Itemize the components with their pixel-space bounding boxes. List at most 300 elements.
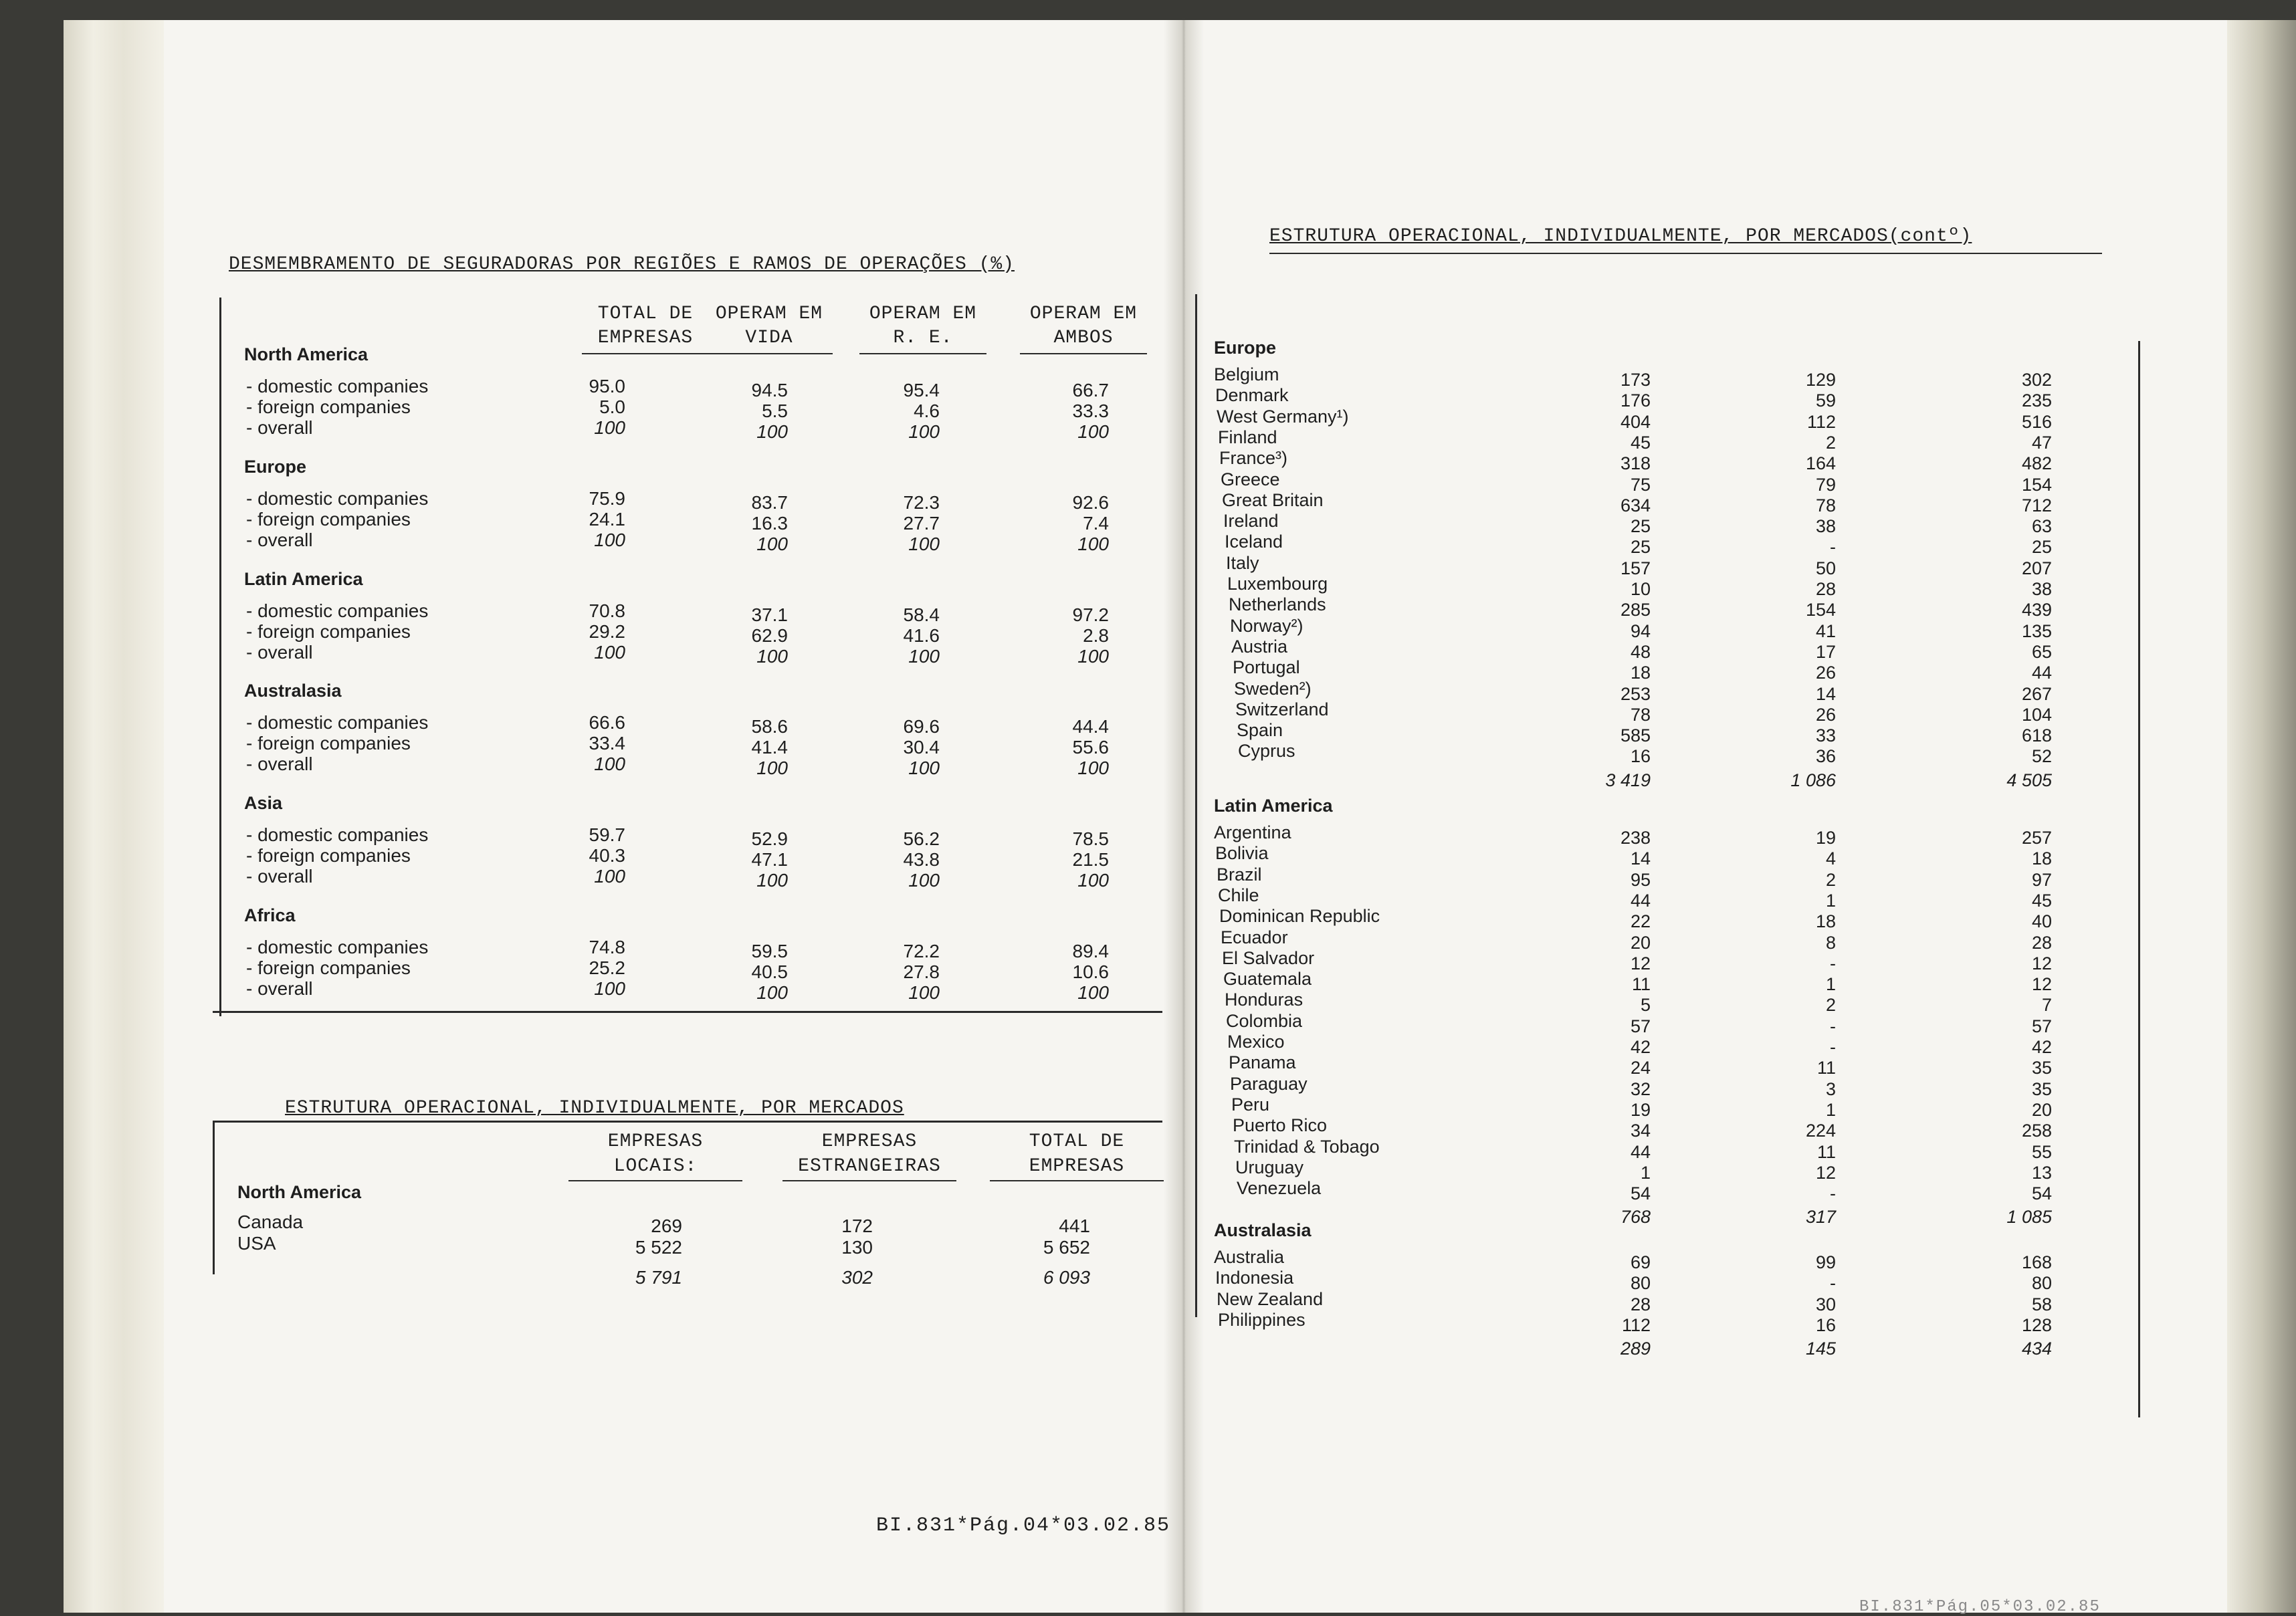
market-cell: 257: [2021, 828, 2052, 848]
market-cell: 112: [1621, 1315, 1651, 1335]
table1-cell: 100: [1077, 421, 1109, 442]
market-cell: 41: [1815, 621, 1836, 641]
section-total: 768: [1620, 1207, 1651, 1227]
market-cell: 95: [1630, 870, 1651, 890]
market-cell: 97: [2031, 870, 2052, 890]
table1-cell: 95.0: [589, 376, 625, 396]
market-cell: 4: [1825, 848, 1836, 869]
market-cell: 59: [1815, 390, 1836, 411]
row-label: USA: [237, 1233, 276, 1254]
section-total: 3 419: [1605, 770, 1651, 790]
market-cell: 78: [1630, 705, 1651, 725]
market-cell: 25: [1630, 516, 1651, 536]
market-cell: 18: [1815, 911, 1836, 931]
table1-cell: 94.5: [751, 380, 788, 400]
market-cell: 1: [1640, 1163, 1651, 1183]
section-total: 145: [1805, 1339, 1836, 1359]
table1-cell: 43.8: [903, 849, 940, 870]
row-label: - foreign companies: [246, 957, 411, 978]
right-page-footer: BI.831*Pág.05*03.02.85: [1859, 1598, 2101, 1616]
market-cell: 285: [1620, 600, 1651, 620]
table1-cell: 52.9: [751, 828, 788, 849]
table1-cell: 44.4: [1072, 716, 1109, 737]
section-total: 434: [2021, 1339, 2052, 1359]
table1-cell: 37.1: [751, 604, 788, 625]
market-cell: 258: [2021, 1121, 2052, 1141]
market-label: Indonesia: [1215, 1268, 1294, 1288]
market-label: Australia: [1214, 1247, 1285, 1267]
table1-cell: 5.5: [762, 400, 788, 421]
market-cell: 12: [1630, 953, 1651, 973]
table1-cell: 100: [1077, 982, 1109, 1003]
market-cell: 44: [2031, 663, 2052, 683]
market-cell: 1: [1825, 891, 1836, 911]
market-cell: 28: [1630, 1294, 1651, 1314]
table2-cell: 5 652: [1043, 1237, 1090, 1258]
page-edges-left: [64, 20, 164, 1613]
market-cell: 75: [1630, 475, 1651, 495]
table2-total: 302: [841, 1267, 873, 1288]
section-total: 1 085: [2006, 1207, 2052, 1227]
right-table-right-border: [2138, 341, 2140, 1417]
row-label: - overall: [246, 530, 313, 550]
market-cell: 79: [1815, 475, 1836, 495]
region-heading: Australasia: [1214, 1220, 1312, 1240]
row-label: - foreign companies: [246, 733, 411, 754]
market-cell: 634: [1620, 495, 1651, 515]
table2-header-rule: [990, 1180, 1164, 1181]
market-label: Venezuela: [1237, 1178, 1322, 1198]
table1-cell: 89.4: [1072, 941, 1109, 961]
market-cell: 33: [1815, 725, 1836, 745]
table2-header-line1: EMPRESAS: [821, 1131, 918, 1152]
region-heading: Australasia: [244, 681, 342, 701]
row-label: - overall: [246, 754, 313, 774]
market-cell: 40: [2031, 911, 2052, 931]
table1-cell: 10.6: [1072, 961, 1109, 982]
table2-header-line2: EMPRESAS: [1029, 1156, 1125, 1177]
market-cell: 26: [1815, 663, 1836, 683]
market-cell: 19: [1815, 828, 1836, 848]
table1-cell: 40.5: [751, 961, 788, 982]
table2-header-line1: EMPRESAS: [607, 1131, 704, 1152]
region-heading: Latin America: [1214, 796, 1333, 816]
table1-header-line2: VIDA: [745, 328, 793, 348]
market-cell: 1: [1825, 1100, 1836, 1120]
table1-cell: 100: [594, 754, 625, 774]
market-cell: 80: [2031, 1273, 2052, 1293]
table1-header-line2: R. E.: [893, 328, 953, 348]
row-label: Canada: [237, 1211, 304, 1232]
market-cell: 80: [1630, 1273, 1651, 1293]
table1-cell: 100: [1077, 758, 1109, 778]
table1-cell: 41.4: [751, 737, 788, 758]
market-cell: -: [1830, 1037, 1836, 1057]
market-cell: 55: [2031, 1142, 2052, 1162]
market-cell: 54: [2031, 1183, 2052, 1203]
table2-header-rule: [568, 1180, 742, 1181]
market-label: Dominican Republic: [1219, 906, 1380, 926]
market-cell: -: [1830, 1016, 1836, 1036]
market-cell: 36: [1815, 746, 1836, 766]
table1-cell: 4.6: [914, 400, 940, 421]
market-label: Bolivia: [1215, 843, 1269, 863]
table1-cell: 2.8: [1083, 625, 1109, 646]
market-cell: 19: [1630, 1100, 1651, 1120]
market-label: Paraguay: [1230, 1074, 1308, 1094]
market-cell: 2: [1825, 870, 1836, 890]
table1-cell: 58.4: [903, 604, 940, 625]
table2-header-line2: ESTRANGEIRAS: [798, 1156, 941, 1177]
market-cell: 58: [2031, 1294, 2052, 1314]
market-label: Mexico: [1227, 1032, 1285, 1052]
market-label: Uruguay: [1235, 1157, 1304, 1177]
market-label: Cyprus: [1238, 741, 1295, 761]
table1-title: DESMEMBRAMENTO DE SEGURADORAS POR REGIÕES E RAMOS DE OPERAÇÕES (%): [229, 254, 1015, 275]
market-cell: 99: [1815, 1252, 1836, 1272]
row-label: - domestic companies: [246, 712, 429, 733]
market-cell: 135: [2021, 621, 2052, 641]
market-cell: 44: [1630, 1142, 1651, 1162]
market-cell: 585: [1620, 725, 1651, 745]
table1-header-rule: [582, 353, 709, 354]
table1-cell: 21.5: [1072, 849, 1109, 870]
region-heading: North America: [237, 1182, 362, 1202]
market-cell: 16: [1815, 1315, 1836, 1335]
market-cell: 63: [2031, 516, 2052, 536]
table1-cell: 100: [1077, 646, 1109, 667]
table1-cell: 100: [908, 646, 940, 667]
market-cell: 57: [2031, 1016, 2052, 1036]
table1-cell: 100: [594, 978, 625, 999]
market-cell: 404: [1620, 412, 1651, 432]
market-cell: 22: [1630, 911, 1651, 931]
market-cell: 207: [2021, 558, 2052, 578]
market-label: Austria: [1231, 637, 1288, 657]
market-cell: 168: [2021, 1252, 2052, 1272]
row-label: - domestic companies: [246, 488, 429, 509]
table1-cell: 100: [908, 534, 940, 554]
table1-cell: 72.2: [903, 941, 940, 961]
market-cell: -: [1830, 953, 1836, 973]
market-cell: 12: [1815, 1163, 1836, 1183]
market-label: Switzerland: [1235, 699, 1329, 719]
market-cell: 25: [1630, 537, 1651, 557]
market-cell: 57: [1630, 1016, 1651, 1036]
market-cell: 26: [1815, 705, 1836, 725]
market-label: Guatemala: [1223, 969, 1312, 989]
table1-cell: 100: [594, 530, 625, 550]
table1-bottom-border: [213, 1011, 1162, 1013]
table2-header-line1: TOTAL DE: [1029, 1131, 1125, 1152]
market-label: Honduras: [1225, 990, 1303, 1010]
table1-header-line2: EMPRESAS: [597, 328, 694, 348]
row-label: - domestic companies: [246, 600, 429, 621]
market-cell: 11: [1816, 1058, 1836, 1078]
market-cell: 516: [2021, 412, 2052, 432]
market-cell: 14: [1630, 848, 1651, 869]
market-cell: 35: [2031, 1058, 2052, 1078]
table1-cell: 97.2: [1072, 604, 1109, 625]
market-label: Belgium: [1214, 364, 1279, 384]
table1-header-line1: OPERAM EM: [869, 304, 977, 324]
market-cell: 253: [1620, 684, 1651, 704]
market-label: New Zealand: [1217, 1289, 1324, 1309]
row-label: - foreign companies: [246, 509, 411, 530]
table1-cell: 100: [1077, 870, 1109, 891]
row-label: - overall: [246, 978, 313, 999]
market-label: West Germany¹): [1217, 407, 1349, 427]
market-label: Peru: [1231, 1094, 1270, 1115]
row-label: - foreign companies: [246, 396, 411, 417]
table1-cell: 27.7: [903, 513, 940, 534]
table2-top-border: [213, 1121, 1162, 1123]
table1-cell: 74.8: [589, 937, 625, 957]
table1-cell: 100: [594, 417, 625, 438]
left-page-footer: BI.831*Pág.04*03.02.85: [876, 1514, 1171, 1537]
table1-cell: 100: [756, 534, 788, 554]
table1-cell: 83.7: [751, 492, 788, 513]
table1-cell: 33.4: [589, 733, 625, 754]
market-cell: 20: [1630, 933, 1651, 953]
table2-cell: 269: [651, 1216, 682, 1236]
table1-cell: 100: [756, 646, 788, 667]
page-edges-right: [2227, 20, 2296, 1613]
market-cell: 618: [2021, 725, 2052, 745]
right-title-rule: [1269, 253, 2102, 254]
table1-cell: 70.8: [589, 600, 625, 621]
market-cell: 18: [1630, 663, 1651, 683]
table1-cell: 100: [594, 642, 625, 663]
right-page: [1184, 20, 2240, 1613]
table1-header-line1: OPERAM EM: [715, 304, 823, 324]
market-label: Greece: [1221, 469, 1280, 489]
section-total: 317: [1805, 1207, 1836, 1227]
market-cell: 16: [1630, 746, 1651, 766]
market-label: Italy: [1226, 553, 1259, 573]
market-label: Panama: [1229, 1052, 1296, 1072]
market-cell: 48: [1630, 642, 1651, 662]
market-cell: 25: [2031, 537, 2052, 557]
market-cell: 302: [2021, 370, 2052, 390]
market-cell: 42: [2031, 1037, 2052, 1057]
market-label: Norway²): [1230, 616, 1303, 636]
table1-cell: 78.5: [1072, 828, 1109, 849]
market-cell: 24: [1630, 1058, 1651, 1078]
table1-cell: 100: [908, 758, 940, 778]
table1-cell: 100: [756, 421, 788, 442]
market-cell: 65: [2031, 642, 2052, 662]
market-cell: 34: [1630, 1121, 1651, 1141]
market-cell: -: [1830, 537, 1836, 557]
table1-cell: 100: [1077, 534, 1109, 554]
market-cell: 20: [2031, 1100, 2052, 1120]
market-cell: 28: [2031, 933, 2052, 953]
market-label: Netherlands: [1229, 594, 1326, 614]
table1-cell: 41.6: [903, 625, 940, 646]
table1-cell: 100: [594, 866, 625, 887]
market-cell: 50: [1815, 558, 1836, 578]
table1-cell: 95.4: [903, 380, 940, 400]
table1-header-line1: TOTAL DE: [597, 304, 694, 324]
table1-cell: 66.6: [589, 712, 625, 733]
market-cell: 267: [2021, 684, 2052, 704]
market-cell: 128: [2021, 1315, 2052, 1335]
table1-header-line1: OPERAM EM: [1029, 304, 1138, 324]
market-label: Sweden²): [1234, 679, 1312, 699]
market-cell: 154: [1805, 600, 1836, 620]
market-cell: 54: [1630, 1183, 1651, 1203]
market-label: Chile: [1218, 885, 1259, 905]
market-label: Ireland: [1223, 511, 1279, 531]
market-cell: 1: [1825, 974, 1836, 994]
row-label: - overall: [246, 417, 313, 438]
table1-cell: 72.3: [903, 492, 940, 513]
table2-title: ESTRUTURA OPERACIONAL, INDIVIDUALMENTE, POR MERCADOS: [285, 1098, 904, 1119]
market-cell: 18: [2031, 848, 2052, 869]
market-cell: -: [1830, 1273, 1836, 1293]
market-label: Philippines: [1218, 1310, 1306, 1330]
table1-cell: 5.0: [599, 396, 625, 417]
market-cell: 2: [1825, 995, 1836, 1015]
market-cell: 318: [1620, 453, 1651, 473]
table1-cell: 59.7: [589, 824, 625, 845]
table1-cell: 16.3: [751, 513, 788, 534]
market-cell: 224: [1805, 1121, 1836, 1141]
table1-cell: 55.6: [1072, 737, 1109, 758]
market-label: Brazil: [1217, 864, 1262, 885]
region-heading: Europe: [1214, 338, 1277, 358]
market-label: France³): [1219, 448, 1288, 468]
table1-cell: 33.3: [1072, 400, 1109, 421]
market-cell: 112: [1806, 412, 1836, 432]
table2-cell: 441: [1059, 1216, 1090, 1236]
market-label: Colombia: [1226, 1011, 1303, 1031]
table1-cell: 29.2: [589, 621, 625, 642]
market-cell: 45: [1630, 433, 1651, 453]
market-cell: 104: [2021, 705, 2052, 725]
market-cell: -: [1830, 1183, 1836, 1203]
table1-header-line2: AMBOS: [1053, 328, 1114, 348]
table1-header-rule: [706, 353, 833, 354]
table2-cell: 5 522: [635, 1237, 682, 1258]
market-cell: 154: [2021, 475, 2052, 495]
market-label: El Salvador: [1222, 948, 1315, 968]
right-table-title: ESTRUTURA OPERACIONAL, INDIVIDUALMENTE, POR MERCADOS(contº): [1269, 226, 1972, 247]
table1-left-border: [219, 298, 221, 1016]
table1-cell: 62.9: [751, 625, 788, 646]
table1-cell: 59.5: [751, 941, 788, 961]
table1-header-rule: [1020, 353, 1147, 354]
table1-header-rule: [859, 353, 986, 354]
market-cell: 173: [1620, 370, 1651, 390]
market-cell: 13: [2031, 1163, 2052, 1183]
market-cell: 30: [1815, 1294, 1836, 1314]
section-total: 289: [1620, 1339, 1651, 1359]
table1-cell: 27.8: [903, 961, 940, 982]
market-cell: 8: [1825, 933, 1836, 953]
market-cell: 3: [1825, 1079, 1836, 1099]
market-cell: 42: [1630, 1037, 1651, 1057]
region-heading: Asia: [244, 793, 283, 813]
market-cell: 238: [1620, 828, 1651, 848]
market-cell: 439: [2021, 600, 2052, 620]
table2-cell: 130: [841, 1237, 873, 1258]
right-table-left-border: [1195, 294, 1197, 1317]
market-cell: 10: [1630, 579, 1651, 599]
row-label: - domestic companies: [246, 937, 429, 957]
market-cell: 47: [2031, 433, 2052, 453]
market-cell: 712: [2021, 495, 2052, 515]
table1-cell: 25.2: [589, 957, 625, 978]
table2-left-border: [213, 1121, 215, 1274]
table1-cell: 92.6: [1072, 492, 1109, 513]
market-cell: 129: [1805, 370, 1836, 390]
section-total: 1 086: [1790, 770, 1836, 790]
market-label: Iceland: [1225, 532, 1283, 552]
market-cell: 11: [1631, 974, 1651, 994]
row-label: - overall: [246, 642, 313, 663]
market-cell: 69: [1630, 1252, 1651, 1272]
market-cell: 157: [1620, 558, 1651, 578]
market-cell: 176: [1620, 390, 1651, 411]
table2-header-line2: LOCAIS:: [613, 1156, 698, 1177]
row-label: - domestic companies: [246, 824, 429, 845]
market-label: Portugal: [1233, 657, 1300, 677]
table1-cell: 47.1: [751, 849, 788, 870]
market-label: Argentina: [1214, 822, 1291, 842]
market-cell: 94: [1630, 621, 1651, 641]
table1-cell: 30.4: [903, 737, 940, 758]
market-cell: 11: [1816, 1142, 1836, 1162]
market-label: Luxembourg: [1227, 574, 1328, 594]
market-cell: 164: [1805, 453, 1836, 473]
market-cell: 38: [1815, 516, 1836, 536]
region-heading: Africa: [244, 905, 296, 925]
market-label: Puerto Rico: [1233, 1115, 1328, 1135]
market-label: Great Britain: [1222, 490, 1324, 510]
market-cell: 235: [2021, 390, 2052, 411]
market-cell: 482: [2021, 453, 2052, 473]
row-label: - overall: [246, 866, 313, 887]
region-heading: Europe: [244, 457, 307, 477]
table2-cell: 172: [841, 1216, 873, 1236]
market-label: Ecuador: [1221, 927, 1288, 947]
table2-total: 5 791: [635, 1267, 682, 1288]
table1-cell: 100: [756, 758, 788, 778]
region-heading: Latin America: [244, 569, 363, 589]
table1-cell: 100: [756, 870, 788, 891]
table1-cell: 75.9: [589, 488, 625, 509]
table1-cell: 56.2: [903, 828, 940, 849]
table1-cell: 58.6: [751, 716, 788, 737]
market-label: Denmark: [1215, 385, 1289, 405]
row-label: - foreign companies: [246, 621, 411, 642]
row-label: - domestic companies: [246, 376, 429, 396]
book-gutter: [1164, 20, 1204, 1613]
table1-cell: 100: [908, 870, 940, 891]
market-cell: 28: [1815, 579, 1836, 599]
row-label: - foreign companies: [246, 845, 411, 866]
region-heading: North America: [244, 344, 369, 364]
market-cell: 44: [1630, 891, 1651, 911]
market-cell: 35: [2031, 1079, 2052, 1099]
market-cell: 45: [2031, 891, 2052, 911]
market-cell: 38: [2031, 579, 2052, 599]
market-cell: 12: [2031, 953, 2052, 973]
table1-cell: 7.4: [1083, 513, 1109, 534]
market-cell: 32: [1630, 1079, 1651, 1099]
